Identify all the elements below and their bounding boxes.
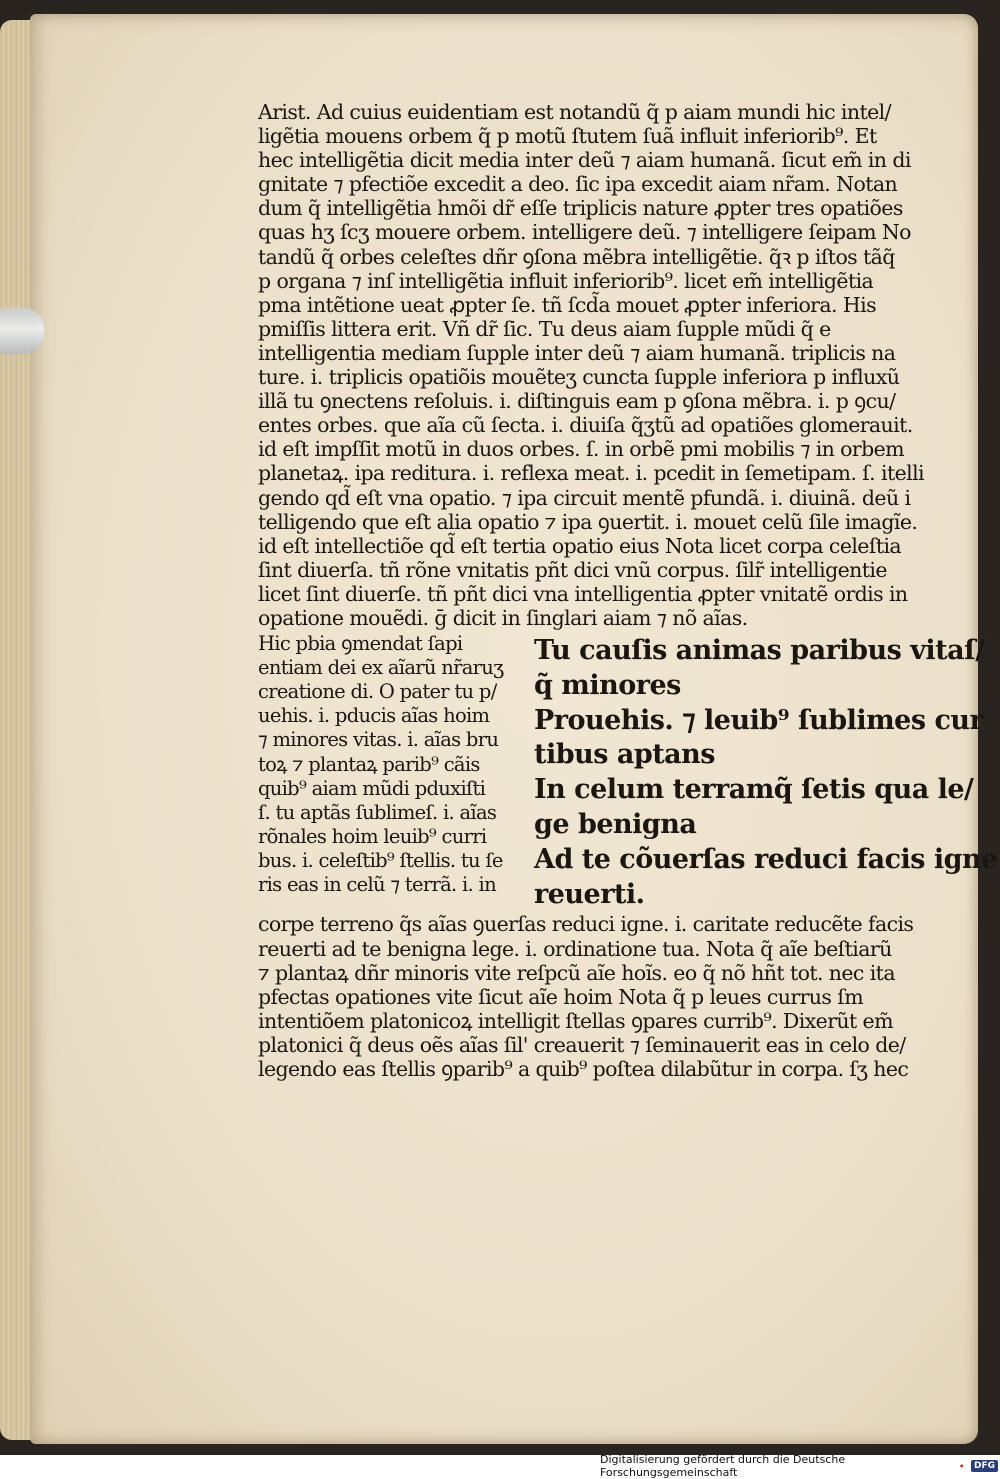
text-line: Tu cauſis animas paribus vitaſ/ bbox=[534, 635, 985, 667]
text-line: bus. i. celeſtib⁹ ſtellis. tu ſe bbox=[258, 848, 503, 872]
text-line: uehis. i. pducis aĩas hoim bbox=[258, 704, 490, 728]
digitization-footer bbox=[600, 1453, 998, 1479]
text-line: reuerti ad te benigna lege. i. ordinatione tua. Nota q̃ aĩe beſtiarũ bbox=[258, 936, 892, 961]
text-line: corpe terreno q̃s aĩas ꝯuerſas reduci igne. i. caritate reducẽte facis bbox=[258, 912, 914, 937]
gloss-column bbox=[258, 632, 520, 912]
text-line: planetaꝝ. ipa reditura. i. reflexa meat. i. pcedit in ſemetipam. ſ. itelli bbox=[258, 461, 925, 486]
text-line: Prouehis. ⁊ leuib⁹ ſublimes cur bbox=[534, 704, 984, 736]
text-line: quas hʒ ſcʒ mouere orbem. intelligere deũ. ⁊ intelligere ſeipam No bbox=[258, 220, 911, 245]
text-line: In celum terramq̃ ſetis qua le/ bbox=[534, 774, 974, 806]
text-line: intentiõem platonicoꝝ intelligit ſtellas ꝯpares currib⁹. Dixerũt em̃ bbox=[258, 1008, 893, 1033]
text-line: id eſt intellectiõe qd̃ eſt tertia opatio eius Nota licet corpa celeſtia bbox=[258, 533, 902, 558]
clasp-strap bbox=[0, 308, 44, 354]
text-line: reuerti. bbox=[534, 878, 645, 910]
text-line: toꝝ ⁊ plantaꝝ parib⁹ cãis bbox=[258, 752, 480, 776]
commentary-block bbox=[258, 100, 938, 630]
text-line: creatione di. O pater tu p/ bbox=[258, 680, 497, 704]
text-line: rõnales hoim leuib⁹ curri bbox=[258, 824, 487, 848]
text-line: licet ſint diuerſe. tñ pñt dici vna intelligentia ꝓpter vnitatẽ ordis in bbox=[258, 581, 908, 606]
text-line: quib⁹ aiam mũdi pduxiſti bbox=[258, 776, 486, 800]
text-line: p organa ⁊ inſ intelligẽtia influit inferiorib⁹. licet em̃ intelligẽtia bbox=[258, 268, 874, 293]
text-line: pma intẽtione ueat ꝓpter ſe. tñ ſcd̃a mouet ꝓpter inferiora. His bbox=[258, 292, 876, 317]
text-line: Arist. Ad cuius euidentiam est notandũ q̃ p aiam mundi hic intel/ bbox=[258, 100, 891, 124]
text-line: pfectas opationes vite ſicut aĩe hoim Nota q̃ p leues currus ſm bbox=[258, 984, 864, 1009]
text-line: dum q̃ intelligẽtia hmõi dr̃ eſſe triplicis nature ꝓpter tres opatiões bbox=[258, 196, 903, 221]
text-line: platonici q̃ deus oẽs aĩas ſil' creauerit ⁊ ſeminauerit eas in celo de/ bbox=[258, 1032, 906, 1057]
text-line: gnitate ⁊ pfectiõe excedit a deo. ſic ipa excedit aiam nr̃am. Notan bbox=[258, 172, 898, 197]
text-line: illã tu ꝯnectens reſoluis. i. diſtinguis eam p ꝯſona mẽbra. i. p ꝯcu/ bbox=[258, 389, 896, 414]
text-line: ge benigna bbox=[534, 809, 697, 841]
separator-dot-icon: • bbox=[958, 1459, 965, 1473]
text-line: ris eas in celũ ⁊ terrã. i. in bbox=[258, 873, 496, 896]
text-line: telligendo que eſt alia opatio ⁊ ipa ꝯuertit. i. mouet celũ ſile imagĩe. bbox=[258, 509, 918, 534]
text-line: ⁊ plantaꝝ dñr minoris vite reſpcũ aĩe hoĩs. eo q̃ nõ hñt tot. nec ita bbox=[258, 960, 895, 985]
text-line: entes orbes. que aĩa cũ ſecta. i. diuiſa q̃ʒtũ ad opatiões glomerauit. bbox=[258, 413, 913, 438]
text-line: ligẽtia mouens orbem q̃ p motũ ſtutem ſuã influit inferiorib⁹. Et bbox=[258, 124, 877, 149]
text-line: entiam dei ex aĩarũ nr̃aruʒ bbox=[258, 656, 504, 680]
text-line: id eſt impſſit motũ in duos orbes. ſ. in orbẽ pmi mobilis ⁊ in orbem bbox=[258, 437, 905, 462]
text-line: intelligentia mediam ſupple inter deũ ⁊ aiam humanã. triplicis na bbox=[258, 340, 896, 365]
dfg-logo: DFG bbox=[971, 1460, 998, 1472]
text-line: Ad te cõuerſas reduci facis igne bbox=[534, 843, 998, 875]
page-text bbox=[258, 100, 998, 1081]
commentary-block-lower bbox=[258, 912, 938, 1081]
text-line: q̃ minores bbox=[534, 669, 681, 701]
text-line: ⁊ minores vitas. i. aĩas bru bbox=[258, 728, 499, 752]
text-line: ſ. tu aptãs ſublimeſ. i. aĩas bbox=[258, 800, 497, 824]
text-line: gendo qd̃ eſt vna opatio. ⁊ ipa circuit mentẽ pfundã. i. diuinã. deũ i bbox=[258, 485, 911, 510]
text-line: pmiſſis littera erit. Vñ dr̃ ſic. Tu deus aiam ſupple mũdi q̃ e bbox=[258, 316, 831, 341]
verse-section bbox=[258, 632, 998, 912]
verse-column bbox=[534, 632, 998, 912]
text-line: hec intelligẽtia dicit media inter deũ ⁊ aiam humanã. ſicut em̃ in di bbox=[258, 148, 911, 173]
text-line: legendo eas ſtellis ꝯparib⁹ a quib⁹ poſtea dilabũtur in corpa. ſʒ hec bbox=[258, 1057, 909, 1081]
text-line: Hic pbia ꝯmendat ſapi bbox=[258, 632, 463, 656]
text-line: ture. i. triplicis opatiõis mouẽteʒ cuncta ſupple inferiora p influxũ bbox=[258, 365, 900, 390]
text-line: tandũ q̃ orbes celeſtes dñr ꝯſona mẽbra intelligẽtie. q̃ꝛ p iſtos tãq̃ bbox=[258, 244, 895, 269]
footer-credit: Digitalisierung gefördert durch die Deutsche Forschungsgemeinschaft bbox=[600, 1453, 846, 1479]
text-line: ſint diuerſa. tñ rõne vnitatis pñt dici vnũ corpus. ſilr̃ intelligentie bbox=[258, 557, 887, 582]
text-line: tibus aptans bbox=[534, 739, 716, 771]
text-line: opatione mouẽdi. ḡ dicit in ſinglari aiam ⁊ nõ aĩas. bbox=[258, 605, 748, 630]
